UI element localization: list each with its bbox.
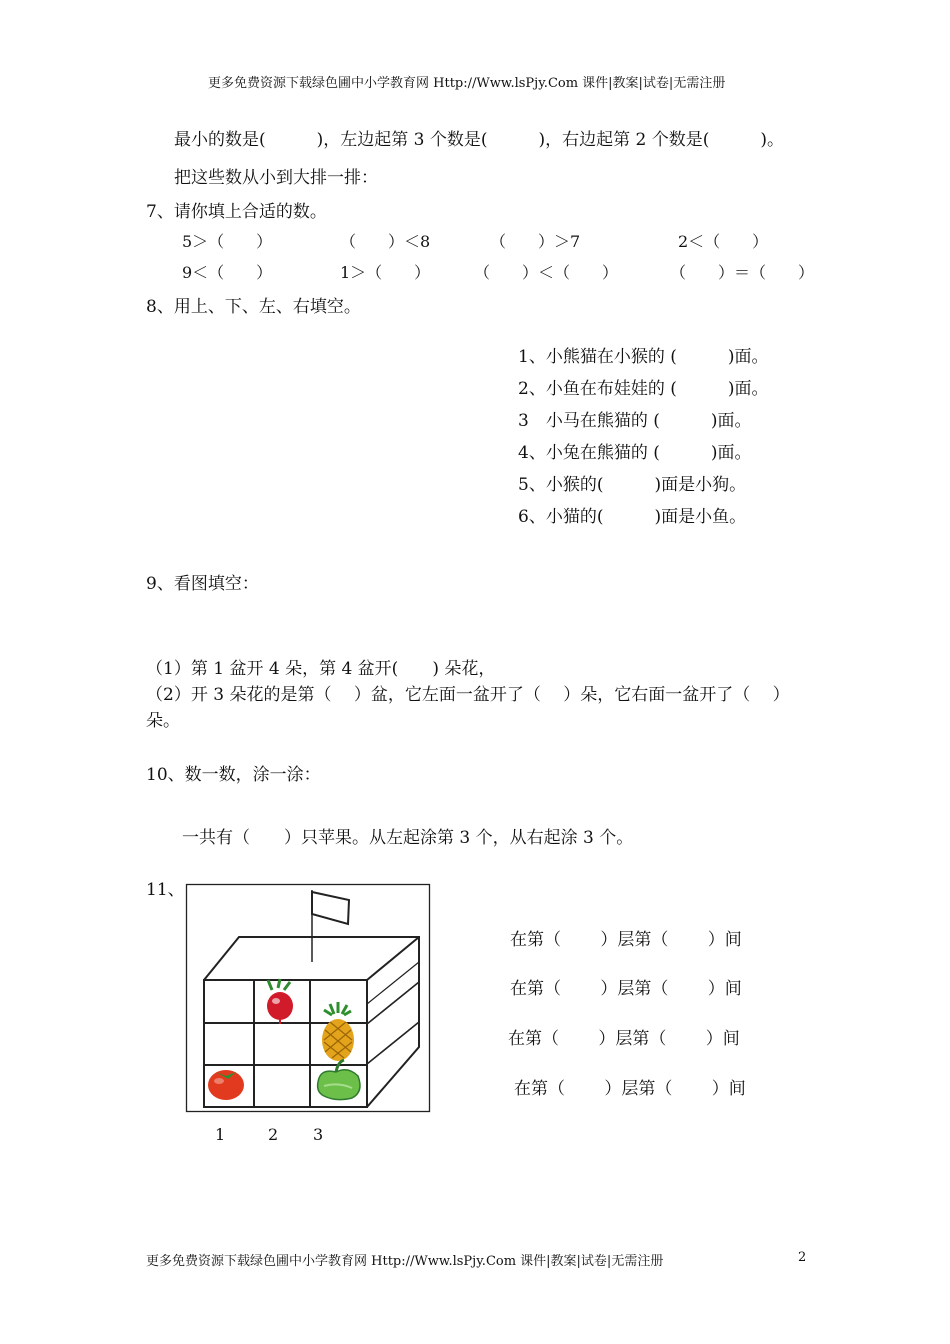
- q11-label: 11、: [146, 880, 185, 900]
- q7-blank-1: 5＞（ ）: [182, 232, 273, 251]
- page-header: 更多免费资源下载绿色圃中小学教育网 Http://Www.lsPjy.Com 课件|教案|试卷|无需注册: [208, 76, 726, 91]
- page-footer: 更多免费资源下载绿色圃中小学教育网 Http://Www.lsPjy.Com 课件|教案|试卷|无需注册: [146, 1254, 664, 1269]
- q7-blank-5: 9＜（ ）: [182, 263, 273, 282]
- q8-item-5: 5、小猴的( )面是小狗。: [518, 475, 747, 495]
- q7-title: 7、请你填上合适的数。: [146, 202, 327, 222]
- q7-blank-3: （ ）＞7: [490, 232, 581, 251]
- q8-title: 8、用上、下、左、右填空。: [146, 297, 361, 317]
- q7-blank-6: 1＞（ ）: [340, 263, 431, 282]
- q9-line-1: （1）第 1 盆开 4 朵，第 4 盆开( ) 朵花，: [146, 659, 496, 679]
- q8-item-4: 4、小兔在熊猫的 ( )面。: [518, 443, 752, 463]
- q7-blank-4: 2＜（ ）: [678, 232, 769, 251]
- q10-title: 10、数一数，涂一涂：: [146, 765, 321, 785]
- q8-item-1: 1、小熊猫在小猴的 ( )面。: [518, 347, 769, 367]
- q10-line-1: 一共有（ ）只苹果。从左起涂第 3 个，从右起涂 3 个。: [182, 828, 634, 848]
- tomato-icon: [208, 1070, 244, 1100]
- q6-line-1: 最小的数是( )，左边起第 3 个数是( )，右边起第 2 个数是( )。: [174, 130, 785, 150]
- q11-answer-4: 在第（ ）层第（ ）间: [514, 1079, 746, 1099]
- q9-line-3: 朵。: [146, 711, 180, 731]
- column-number-2: 2: [268, 1125, 279, 1144]
- q11-answer-1: 在第（ ）层第（ ）间: [510, 930, 742, 950]
- q8-item-2: 2、小鱼在布娃娃的 ( )面。: [518, 379, 769, 399]
- q7-blank-2: （ ）＜8: [340, 232, 431, 251]
- q9-line-2: （2）开 3 朵花的是第（ ）盆，它左面一盆开了（ ）朵，它右面一盆开了（ ）: [146, 685, 790, 705]
- shelf-building-figure: [184, 882, 432, 1114]
- q7-blank-8: （ ）＝（ ）: [670, 263, 815, 282]
- column-number-1: 1: [215, 1125, 226, 1144]
- q11-answer-3: 在第（ ）层第（ ）间: [508, 1029, 740, 1049]
- q8-item-3: 3 小马在熊猫的 ( )面。: [518, 411, 752, 431]
- q7-blank-7: （ ）＜（ ）: [474, 263, 619, 282]
- q8-item-6: 6、小猫的( )面是小鱼。: [518, 507, 747, 527]
- q6-line-2: 把这些数从小到大排一排：: [174, 168, 378, 188]
- q9-title: 9、看图填空：: [146, 574, 259, 594]
- page-number: 2: [798, 1250, 807, 1265]
- column-number-3: 3: [313, 1125, 324, 1144]
- pineapple-icon: [322, 1002, 354, 1061]
- q11-answer-2: 在第（ ）层第（ ）间: [510, 979, 742, 999]
